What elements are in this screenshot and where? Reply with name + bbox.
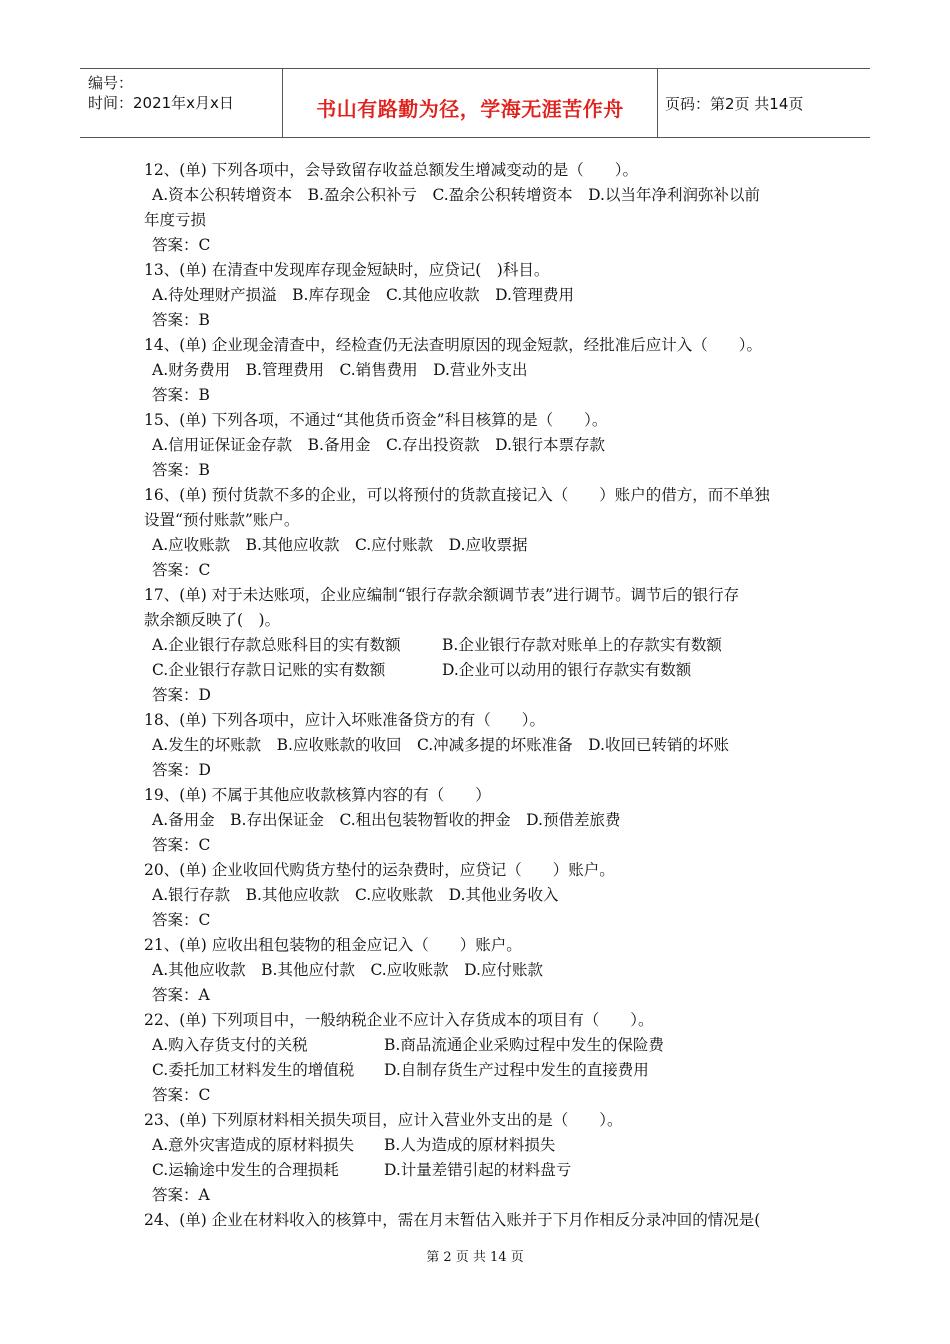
question-options-row bbox=[144, 633, 814, 658]
question-options: A.银行存款 B.其他应收款 C.应收账款 D.其他业务收入 bbox=[152, 886, 559, 904]
header-meta-cell bbox=[80, 69, 283, 137]
option-b: B.商品流通企业采购过程中发生的保险费 bbox=[384, 1036, 664, 1054]
question-stem: 23、(单) 下列原材料相关损失项目，应计入营业外支出的是（ ）。 bbox=[144, 1111, 623, 1129]
option-c: C.运输途中发生的合理损耗 bbox=[152, 1161, 339, 1179]
question-stem: 20、(单) 企业收回代购货方垫付的运杂费时，应贷记（ ）账户。 bbox=[144, 861, 615, 879]
question-options-row bbox=[144, 1133, 814, 1158]
question-options: A.财务费用 B.管理费用 C.销售费用 D.营业外支出 bbox=[152, 361, 528, 379]
question-answer: 答案：C bbox=[152, 836, 211, 854]
question-stem: 13、(单) 在清查中发现库存现金短缺时，应贷记( )科目。 bbox=[144, 261, 550, 279]
question-answer: 答案：A bbox=[152, 986, 210, 1004]
motto-text: 书山有路勤为径，学海无涯苦作舟 bbox=[316, 97, 624, 121]
question-options: A.其他应收款 B.其他应付款 C.应收账款 D.应付账款 bbox=[152, 961, 543, 979]
question-stem-continued: 设置“预付账款”账户。 bbox=[144, 511, 300, 529]
question-answer: 答案：B bbox=[152, 461, 210, 479]
question-stem-continued: 款余额反映了( )。 bbox=[144, 611, 281, 629]
question-answer: 答案：C bbox=[152, 236, 211, 254]
question-stem: 21、(单) 应收出租包装物的租金应记入（ ）账户。 bbox=[144, 936, 522, 954]
question-stem: 18、(单) 下列各项中，应计入坏账准备贷方的有（ ）。 bbox=[144, 711, 545, 729]
option-d: D.计量差错引起的材料盘亏 bbox=[384, 1161, 572, 1179]
question-options-row bbox=[144, 658, 814, 683]
question-options: A.应收账款 B.其他应收款 C.应付账款 D.应收票据 bbox=[152, 536, 528, 554]
question-options-continued: 年度亏损 bbox=[144, 211, 207, 229]
question-answer: 答案：B bbox=[152, 311, 210, 329]
option-d: D.自制存货生产过程中发生的直接费用 bbox=[384, 1061, 649, 1079]
question-options-row bbox=[144, 1033, 814, 1058]
document-header bbox=[80, 68, 870, 138]
option-c: C.企业银行存款日记账的实有数额 bbox=[152, 661, 386, 679]
header-motto-cell bbox=[283, 69, 658, 137]
question-options-row bbox=[144, 1058, 814, 1083]
option-a: A.意外灾害造成的原材料损失 bbox=[152, 1136, 355, 1154]
question-stem: 12、(单) 下列各项中，会导致留存收益总额发生增减变动的是（ ）。 bbox=[144, 161, 638, 179]
question-answer: 答案：C bbox=[152, 911, 211, 929]
question-options: A.信用证保证金存款 B.备用金 C.存出投资款 D.银行本票存款 bbox=[152, 436, 605, 454]
question-options: A.发生的坏账款 B.应收账款的收回 C.冲减多提的坏账准备 D.收回已转销的坏账 bbox=[152, 736, 729, 754]
question-answer: 答案：D bbox=[152, 686, 211, 704]
page-info: 页码：第2页 共14页 bbox=[665, 95, 804, 113]
question-answer: 答案：C bbox=[152, 1086, 211, 1104]
question-stem: 17、(单) 对于未达账项，企业应编制“银行存款余额调节表”进行调节。调节后的银行存 bbox=[144, 586, 740, 604]
question-options-row bbox=[144, 1158, 814, 1183]
option-c: C.委托加工材料发生的增值税 bbox=[152, 1061, 355, 1079]
option-b: B.企业银行存款对账单上的存款实有数额 bbox=[442, 636, 722, 654]
question-stem: 14、(单) 企业现金清查中，经检查仍无法查明原因的现金短款，经批准后应计入（ ）。 bbox=[144, 336, 762, 354]
question-stem: 22、(单) 下列项目中，一般纳税企业不应计入存货成本的项目有（ ）。 bbox=[144, 1011, 654, 1029]
question-list bbox=[144, 158, 814, 1233]
question-options: A.资本公积转增资本 B.盈余公积补亏 C.盈余公积转增资本 D.以当年净利润弥补以前 bbox=[152, 186, 760, 204]
question-stem: 19、(单) 不属于其他应收款核算内容的有（ ） bbox=[144, 786, 491, 804]
option-a: A.企业银行存款总账科目的实有数额 bbox=[152, 636, 401, 654]
question-answer: 答案：A bbox=[152, 1186, 210, 1204]
question-stem: 16、(单) 预付货款不多的企业，可以将预付的货款直接记入（ ）账户的借方，而不单独 bbox=[144, 486, 770, 504]
option-d: D.企业可以动用的银行存款实有数额 bbox=[442, 661, 692, 679]
question-answer: 答案：C bbox=[152, 561, 211, 579]
time-label: 时间：2021年x月x日 bbox=[88, 94, 234, 112]
question-stem: 15、(单) 下列各项，不通过“其他货币资金”科目核算的是（ ）。 bbox=[144, 411, 608, 429]
option-b: B.人为造成的原材料损失 bbox=[384, 1136, 556, 1154]
question-answer: 答案：D bbox=[152, 761, 211, 779]
question-answer: 答案：B bbox=[152, 386, 210, 404]
question-options: A.备用金 B.存出保证金 C.租出包装物暂收的押金 D.预借差旅费 bbox=[152, 811, 621, 829]
question-options: A.待处理财产损溢 B.库存现金 C.其他应收款 D.管理费用 bbox=[152, 286, 574, 304]
option-a: A.购入存货支付的关税 bbox=[152, 1036, 308, 1054]
question-stem: 24、(单) 企业在材料收入的核算中，需在月末暂估入账并于下月作相反分录冲回的情况是( bbox=[144, 1211, 761, 1229]
number-label: 编号： bbox=[88, 74, 134, 92]
page-footer: 第 2 页 共 14 页 bbox=[426, 1250, 524, 1265]
